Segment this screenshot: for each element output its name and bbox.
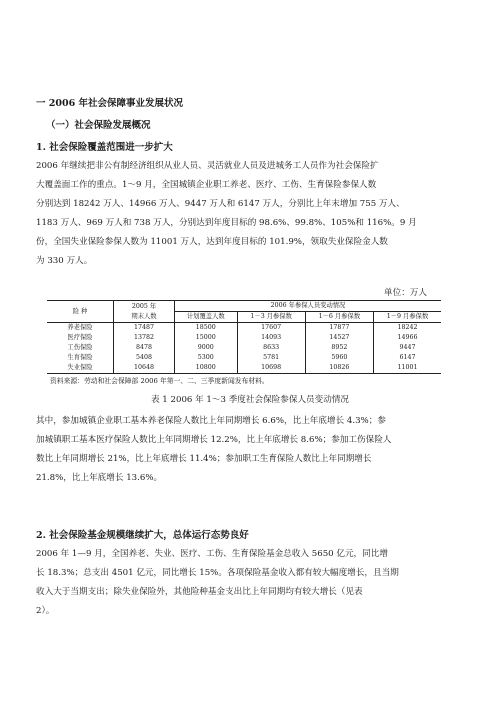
cell-type: 养老保险 [67,324,93,331]
paragraph-line: 收入大于当期支出；除失业保险外，其他险种基金支出比上年同期均有较大增长（见表 [36,587,363,597]
cell-type: 失业保险 [47,363,114,374]
paragraph-line: 2006 年继续把非公有制经济组织从业人员、灵活就业人员及进城务工人员作为社会保险扩 [36,161,379,171]
cell-2005: 13782 [114,333,175,343]
cell-q1: 10698 [237,363,305,374]
table-row [47,323,441,334]
unit-label: 单位：万人 [384,288,427,298]
paragraph-funds [36,545,466,621]
cell-plan: 5300 [175,353,238,363]
header-q1: 1－3 月参保数 [237,312,305,323]
cell-q1: 5781 [237,353,305,363]
header-insurance-type: 险 种 [47,301,114,323]
insurance-table [47,300,441,374]
paragraph-line: 大覆盖面工作的重点。1～9 月，全国城镇企业职工养老、医疗、工伤、生育保险参保人数 [36,180,377,190]
cell-h1: 10826 [305,363,373,374]
header-2005-line2: 期末人数 [131,312,157,320]
cell-h1: 8952 [305,343,373,353]
cell-q3: 6147 [374,353,442,363]
cell-2005: 8478 [114,343,175,353]
paragraph-coverage [36,157,466,271]
paragraph-line: 其中，参加城镇企业职工基本养老保险人数比上年同期增长 6.6%，比上年底增长 4.3%；参 [36,416,386,426]
section-heading: 一 2006 年社会保障事业发展状况 [36,98,184,109]
cell-h1: 5960 [305,353,373,363]
cell-h1: 17877 [305,323,373,334]
paragraph-line: 分别达到 18242 万人、14966 万人、9447 万人和 6147 万人，分别比上年末增加 755 万人、 [36,199,405,209]
paragraph-line: 21.8%，比上年底增长 13.6%。 [36,473,163,483]
header-q3: 1－9 月参保数 [374,312,442,323]
cell-2005: 10648 [114,363,175,374]
paragraph-line: 1183 万人、969 万人和 738 万人，分别达到年度目标的 98.6%、99.8%、105%和 116%。9 月 [36,218,417,228]
header-h1: 1－6 月参保数 [305,312,373,323]
paragraph-line: 长 18.3%；总支出 4501 亿元，同比增长 15%。各项保险基金收入都有较大幅度增长，且当期 [36,568,399,578]
table-row [47,363,441,374]
cell-q3: 14966 [374,333,442,343]
cell-plan: 10800 [175,363,238,374]
paragraph-line: 2006 年 1—9 月，全国养老、失业、医疗、工伤、生育保险基金总收入 5650 亿元，同比增 [36,549,388,559]
paragraph-line: 份，全国失业保险参保人数为 11001 万人，达到年度目标的 101.9%，领取失业保险金人数 [36,237,388,247]
cell-h1: 14527 [305,333,373,343]
paragraph-growth [36,412,466,488]
paragraph-line: 加城镇职工基本医疗保险人数比上年同期增长 12.2%，比上年底增长 8.6%；参加工伤保险人 [36,435,392,445]
paragraph-line: 为 330 万人。 [36,256,93,266]
cell-type: 医疗保险 [67,334,93,341]
cell-plan: 18500 [175,323,238,334]
cell-plan: 15000 [175,333,238,343]
table-source-note: 资料来源：劳动和社会保障部 2006 年第一、二、三季度新闻发布材料。 [50,377,269,385]
header-2005-line1: 2005 年 [131,302,157,310]
cell-q3: 18242 [374,323,442,334]
paragraph-line: 2）。 [36,606,55,616]
header-2005 [114,301,175,323]
cell-2005: 17487 [114,323,175,334]
table-row [47,343,441,353]
cell-plan: 9000 [175,343,238,353]
cell-q1: 8633 [237,343,305,353]
cell-q1: 17607 [237,323,305,334]
cell-type: 生育保险 [67,354,93,361]
cell-q1: 14093 [237,333,305,343]
paragraph-line: 数比上年同期增长 21%，比上年底增长 11.4%；参加职工生育保险人数比上年同期增长 [36,454,372,464]
table-row [47,333,441,343]
table-caption: 表 1 2006 年 1～3 季度社会保险参保人员变动情况 [150,395,350,405]
cell-type: 工伤保险 [67,344,93,351]
header-plan: 计划覆盖人数 [175,312,238,323]
topic-heading-funds: 2. 社会保险基金规模继续扩大，总体运行态势良好 [36,530,249,541]
cell-2005: 5408 [114,353,175,363]
topic-heading-coverage: 1. 社会保险覆盖范围进一步扩大 [36,142,173,153]
cell-q3: 11001 [374,363,442,374]
cell-q3: 9447 [374,343,442,353]
subsection-heading: （一）社会保险发展概况 [46,120,151,131]
header-2006-group: 2006 年参保人员变动情况 [175,301,442,312]
table-row [47,353,441,363]
